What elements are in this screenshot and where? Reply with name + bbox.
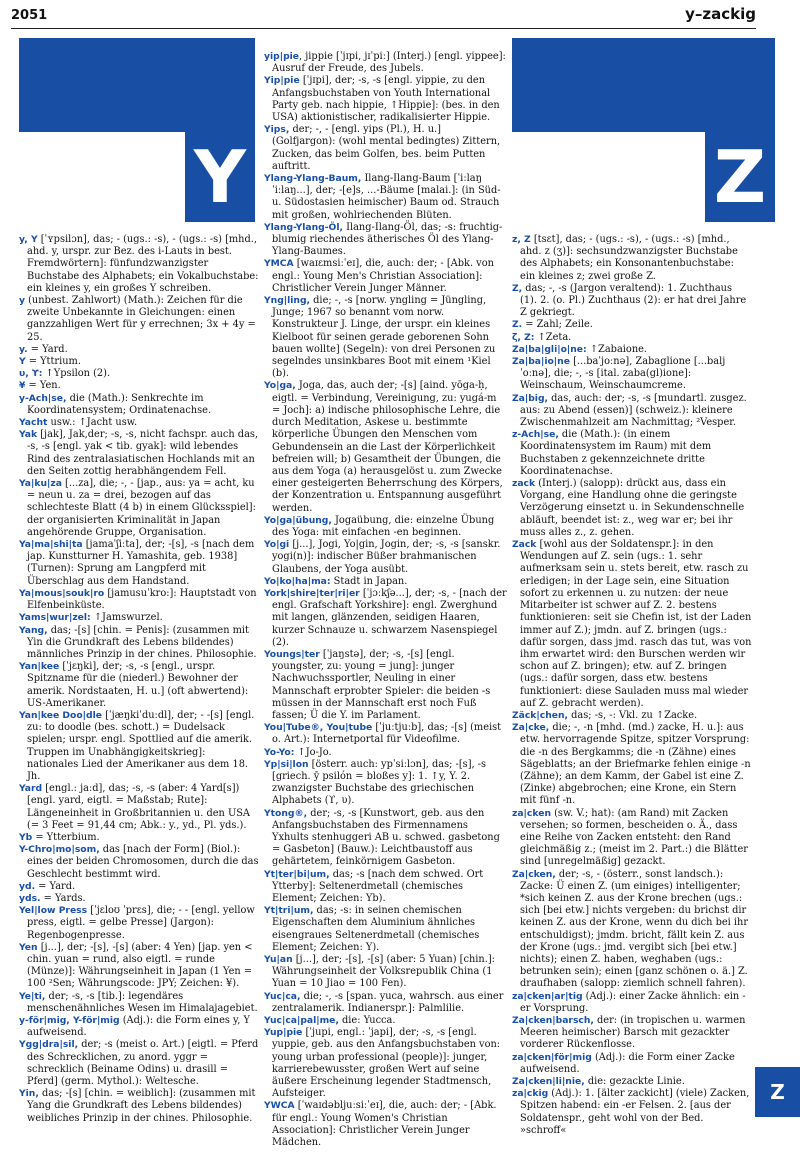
entry-headword: Yan|kee — [19, 661, 60, 673]
dictionary-entry — [264, 515, 507, 539]
dictionary-entry — [264, 380, 507, 514]
entry-headword: zack — [512, 478, 536, 490]
dictionary-entry — [512, 332, 752, 344]
entry-headword: Yang, — [19, 624, 48, 636]
entry-text: das; -[s] [chin. = weiblich]: (zusammen mit Yang die Grundkraft des Lebens bildendes) weibliches Prinzip in der chines. Philosophie. — [27, 1088, 256, 1124]
entry-text: [ˈjaŋstə], der; -s, -[s] [engl. youngster, zu: young = jung]: junger Nachwuchssportler, Neuling in einer Mannschaft erprobter Spieler: die beiden -s müssen in der Mannschaft erst noch Fuß fassen; Ü die Y. im Parlament. — [272, 648, 491, 721]
entry-text: ↑Ypsilon (2). — [42, 368, 111, 380]
entry-headword: Yt|ter|bi|um, — [264, 868, 330, 880]
dictionary-entry — [19, 234, 259, 295]
entry-text: (sw. V.; hat): (am Rand) mit Zacken versehen; so formen, bescheiden o. Ä., dass eine Reihe von Zacken entsteht: den Rand gleichmäßig z.; (meist im 2. Part.:) die Blätter sind [unregelmäßig] gezackt. — [520, 807, 748, 868]
entry-headword: Yip|pie — [264, 75, 300, 87]
entry-headword: Za|ba|gli|o|ne: — [512, 343, 587, 355]
entry-headword: Z, — [512, 282, 523, 294]
entry-text: [j...], Jogi, Yo|gin, Jogin, der; -s, -s [sanskr. yogi(n)]: indischer Büßer brahmanischen Glaubens, der Yoga ausübt. — [272, 539, 501, 575]
dictionary-entry — [19, 612, 259, 624]
entry-headword: You|Tube®, You|tube — [264, 722, 373, 734]
entry-headword: Ytong®, — [264, 807, 308, 819]
dictionary-entry — [19, 832, 259, 844]
dictionary-entry — [264, 51, 507, 75]
entry-text: Joga, das, auch der; -[s] [aind. yōga-ḥ, eigtl. = Verbindung, Vereinigung, zu: yugá-m = Joch]: a) indische philosophische Lehre, die durch Meditation, Askese u. bestimmte körperliche Übungen den Menschen vom Gebundensein an die Last der Körperlichkeit befreien will; b) Gesamtheit der Übungen, die aus dem Yoga (a) herausgelöst u. zum Zwecke einer gesteigerten Beherrschung des Körpers, der Konzentration u. Entspannung ausgeführt werden. — [272, 380, 503, 514]
entry-headword: Yng|ling, — [264, 295, 311, 307]
entry-text: der; -s (meist o. Art.) [eigtl. = Pferd des Schrecklichen, zu anord. yggr = schrecklich (Beiname Odins) u. drasill = Pferd] (germ. Mythol.): Weltesche. — [27, 1039, 259, 1088]
entry-text: (Interj.) (salopp): drückt aus, dass ein Vorgang, eine Handlung ohne die geringste Verzögerung einsetzt u. in Sekundenschnelle abläuft, beendet ist: z., weg war er; bei ihr muss alles z., z. gehen. — [520, 478, 745, 538]
entry-headword: Ygg|dra|sil, — [19, 1039, 79, 1051]
entry-headword: Yard — [19, 783, 43, 795]
entry-text: [jamaˈʃiːta], der; -[s], -s [nach dem jap. Kunstturner H. Yamashita, geb. 1938] (Turnen): Sprung am Langpferd mit Überschlag aus dem Handstand. — [27, 539, 255, 587]
entry-text: [engl.: jaːd], das; -s, -s (aber: 4 Yard[s]) [engl. yard, eigtl. = Maßstab; Rute]: Längeneinheit in Großbritannien u. den USA (= 3 Feet = 91,44 cm; Abk.: y., yd., Pl. yds.). — [27, 783, 250, 831]
dictionary-entry — [512, 283, 752, 320]
entry-headword: Zäck|chen, — [512, 709, 569, 721]
section-letter-y: Y — [193, 135, 247, 219]
dictionary-entry — [19, 1039, 259, 1088]
entry-text: ↑Jamswurzel. — [90, 612, 163, 624]
entry-text: [ˈjuːtjuːb], das; -[s] (meist o. Art.): Internetportal für Videofilme. — [272, 722, 502, 746]
dictionary-entry — [512, 319, 752, 331]
dictionary-entry — [264, 539, 507, 576]
entry-text: der; -s, -s [tib.]: legendäres menschenähnliches Wesen im Himalajagebiet. — [27, 990, 258, 1014]
entry-headword: Za|cken, — [512, 868, 556, 880]
entry-headword: yds. — [19, 892, 41, 904]
entry-headword: z, Z — [512, 234, 531, 245]
dictionary-entry — [512, 429, 752, 478]
dictionary-entry — [19, 881, 259, 893]
entry-headword: Yips, — [264, 124, 290, 136]
dictionary-entry — [512, 710, 752, 722]
entry-headword: Yo|gi — [264, 539, 290, 551]
entry-text: [tsɛt], das; - (ugs.: -s), - (ugs.: -s) [mhd., ahd. z (ʒ)]: sechsundzwanzigster Buchstabe des Alphabets; ein Konsonantenbuchstabe: ein kleines z; zwei große Z. — [520, 234, 738, 282]
entry-text: = Zahl; Zeile. — [522, 319, 593, 331]
dictionary-entry — [512, 344, 752, 356]
running-head: y–zackig — [685, 5, 756, 23]
entry-text: [j...], der; -[s], -[s] (aber: 5 Yuan) [chin.]: Währungseinheit der Volksrepublik China (1 Yuan = 10 Jiao = 100 Fen). — [272, 954, 495, 990]
dictionary-entry — [264, 75, 507, 124]
entry-text: = Yards. — [40, 892, 86, 904]
entry-headword: Yo-Yo: — [264, 746, 295, 758]
entry-headword: Yu|an — [264, 954, 293, 966]
dictionary-entry — [264, 649, 507, 722]
dictionary-entry — [264, 576, 507, 588]
entry-headword: Ylang-Ylang-Öl, — [264, 221, 343, 233]
entry-headword: Yin, — [19, 1088, 39, 1100]
dictionary-entry — [264, 869, 507, 906]
entry-text: (Adj.): einer Zacke ähnlich: ein -er Vorsprung. — [520, 990, 746, 1014]
dictionary-entry — [264, 808, 507, 869]
entry-text: (Adj.): 1. [älter zackicht] (viele) Zacken, Spitzen habend: ein -er Felsen. 2. [aus der Soldatenspr., geht wohl von der Bed. »schroff« — [520, 1088, 750, 1136]
entry-text: = Yttrium. — [25, 356, 81, 368]
entry-headword: Ylang-Ylang-Baum, — [264, 173, 362, 185]
dictionary-entry — [19, 417, 259, 429]
entry-headword: Za|big, — [512, 392, 549, 404]
entry-headword: Ya|ma|shi|ta — [19, 539, 83, 551]
entry-text: die: Yucca. — [338, 1015, 396, 1027]
entry-headword: Za|ba|io|ne — [512, 356, 570, 368]
entry-headword: Ya|mous|souk|ro — [19, 587, 105, 599]
dictionary-entry — [264, 759, 507, 808]
entry-text: die (Math.): (in einem Koordinatensystem im Raum) mit dem Buchstaben z gekennzeichnete dritte Koordinatenachse. — [520, 429, 712, 477]
entry-headword: YMCA — [264, 258, 294, 270]
dictionary-entry — [264, 588, 507, 649]
entry-text: = Ytterbium. — [32, 831, 100, 843]
entry-text: der: (in tropischen u. warmen Meeren heimischer) Barsch mit gezackter vorderer Rückenflosse. — [520, 1015, 746, 1051]
entry-text: [ˈjɔːkʃə...], der; -s, - [nach der engl. Grafschaft Yorkshire]: engl. Zwerghund mit langen, glänzenden, seidigen Haaren, kurzer Schnauze u. schwarzem Nasenspiegel (2). — [272, 587, 507, 648]
entry-text: das; -[s] [chin. = Penis]: (zusammen mit Yin die Grundkraft des Lebens bildendes) männliches Prinzip in der chines. Philosophie. — [27, 624, 257, 660]
entry-headword: Yo|ga|übung, — [264, 514, 332, 526]
dictionary-entry — [264, 991, 507, 1015]
entry-text: = Yard. — [27, 343, 68, 355]
entry-text: die; -, -n [mhd. (md.) zacke, H. u.]: aus etw. hervorragende Spitze, spitzer Vorsprung: die -n des Bergkamms; die -n (Zähne) eines Sägeblatts; an der Briefmarke fehlen einige -n (Zähne); an dem Kamm, der Gabel ist eine Z. (Zinke) abgebrochen; eine Krone, ein Stern mit fünf -n. — [520, 722, 751, 807]
entry-text: [jak], Jak,der; -s, -s, nicht fachspr. auch das, -s, -s [engl. yak < tib. gyak]: wild lebendes Rind des zentralasiatischen Hochlands mit an den Seiten zottig herabhängendem Fell. — [27, 429, 259, 477]
dictionary-entry — [264, 173, 507, 222]
entry-headword: Yo|ga, — [264, 380, 296, 392]
thumb-index-tab[interactable]: Z — [755, 1067, 800, 1117]
dictionary-entry — [512, 1052, 752, 1076]
entry-text: (unbest. Zahlwort) (Math.): Zeichen für die zweite Unbekannte in Gleichungen: einen ganzzahligen Wert für y errechnen; 3x + 4y = 25. — [25, 295, 256, 343]
entry-text: = Yard. — [35, 880, 76, 892]
entry-headword: ¥ — [19, 380, 26, 392]
dictionary-entry — [19, 478, 259, 539]
entry-headword: Yel|low Press — [19, 905, 88, 917]
dictionary-entry — [19, 1015, 259, 1039]
entry-headword: Zack — [512, 539, 537, 551]
entry-headword: Yan|kee Doo|dle — [19, 709, 102, 721]
entry-headword: za|ckig — [512, 1088, 549, 1100]
entry-headword: z-Ach|se, — [512, 429, 559, 441]
dictionary-entry — [19, 356, 259, 368]
dictionary-entry — [264, 1027, 507, 1100]
dictionary-entry — [264, 124, 507, 173]
entry-text: Stadt in Japan. — [330, 575, 408, 587]
entry-text: [...baˈjoːnə], Zabaglione [...baljˈoːnə], die; -, -s [ital. zaba(gl)ione]: Weinschaum, Weinschaumcreme. — [520, 356, 726, 392]
entry-headword: Yuc|ca, — [264, 990, 301, 1002]
dictionary-entry — [512, 991, 752, 1015]
entry-text: das; -s [nach dem schwed. Ort Ytterby]: Seltenerdmetall (chemisches Element; Zeichen: Yb). — [272, 868, 484, 905]
dictionary-entry — [19, 344, 259, 356]
section-letter-z: Z — [713, 135, 767, 219]
entry-headword: Yo|ko|ha|ma: — [264, 575, 331, 587]
dictionary-entry — [19, 783, 259, 832]
entry-text: [wohl aus der Soldatenspr.]: in den Wendungen auf Z. sein (ugs.: 1. sehr aufmerksam sein u. stets bereit, etw. rasch zu erledigen; in der Lage sein, eine Situation sofort zu erkennen u. zu nutzen: der neue Mitarbeiter ist schwer auf Z. 2. bestens funktionieren: seit sie Chefin ist, ist der Laden immer auf Z.); jmdn. auf Z. bringen (ugs.: dafür sorgen, dass jmd. rasch das tut, was von ihm erwartet wird: den Burschen werden wir schon auf Z. bringen); etw. auf Z. bringen (ugs.: dafür sorgen, dass etw. bestens funktioniert: diese Sauladen muss mal wieder auf Z. gebracht werden). — [520, 539, 752, 709]
entry-headword: Yuc|ca|pal|me, — [264, 1015, 339, 1027]
entry-text: Jogaübung, die: einzelne Übung des Yoga: mit einfachen -en beginnen. — [272, 514, 495, 538]
dictionary-entry — [19, 942, 259, 991]
dictionary-entry — [512, 1076, 752, 1088]
column-middle — [264, 51, 507, 1160]
entry-headword: Yen — [19, 941, 38, 953]
entry-text: [...za], die; -, - [jap., aus: ya = acht, ku = neun u. za = drei, bezogen auf das schlechteste Blatt (4 b) in einem Glücksspiel]: der organisierten Kriminalität in Japan angehörende Gruppe, Organisation. — [27, 478, 256, 538]
column-left — [19, 234, 259, 1160]
entry-text: die; -, -s [span. yuca, wahrsch. aus einer zentralamerik. Indianerspr.]: Palmlilie. — [272, 990, 504, 1014]
dictionary-entry — [512, 478, 752, 539]
dictionary-entry — [19, 625, 259, 662]
entry-headword: Za|cke, — [512, 722, 550, 734]
entry-text: [ˈjɪpi], der; -s, -s [engl. yippie, zu den Anfangsbuchstaben von Youth International Party geb. nach hippie, ↑Hippie]: (bes. in den USA) aktionistischer, radikalisierter Hippie. — [272, 75, 500, 124]
entry-text: [j...], der; -[s], -[s] (aber: 4 Yen) [jap. yen < chin. yuan = rund, also eigtl. = runde (Münze)]: Währungseinheit in Japan (1 Yen = 100 ²Sen; Währungscode: JPY; Zeichen: ¥). — [27, 941, 253, 990]
entry-headword: y-Ach|se, — [19, 392, 67, 404]
entry-text: [ˈjupi, engl.: ˈjapi], der; -s, -s [engl. yuppie, geb. aus den Anfangsbuchstaben von: young urban professional (people)]: junger, karrierebewusster, großen Wert auf seine äußere Erscheinung legender Stadtmensch, Aufsteiger. — [272, 1027, 501, 1100]
entry-text: (Adj.): die Form einer Zacke aufweisend. — [520, 1051, 735, 1075]
dictionary-entry — [19, 844, 259, 881]
entry-headword: υ, ϒ: — [19, 368, 43, 380]
entry-headword: yd. — [19, 880, 36, 892]
dictionary-entry — [19, 429, 259, 478]
dictionary-entry — [19, 905, 259, 942]
entry-headword: y, Y — [19, 234, 38, 245]
dictionary-entry — [264, 258, 507, 295]
dictionary-entry — [264, 1015, 507, 1027]
dictionary-entry — [19, 295, 259, 344]
entry-headword: za|cken — [512, 807, 551, 819]
page-number: 2051 — [11, 8, 48, 23]
entry-text: Ilang-Ilang-Öl, das; -s: fruchtig-blumig riechendes ätherisches Öl des Ylang-Ylang-Baumes. — [272, 221, 503, 258]
entry-text: [ˈwaɪdəbljuːsiːˈeɪ], die, auch: der; - [Abk. für engl.: Young Women's Christian Association]: Christlicher Verein Junger Mädchen. — [272, 1100, 497, 1149]
entry-headword: Yacht — [19, 417, 48, 429]
dictionary-entry — [19, 393, 259, 417]
entry-text: (Adj.): die Form eines y, Y aufweisend. — [27, 1015, 250, 1039]
entry-headword: Ya|ku|za — [19, 478, 62, 490]
entry-headword: Yp|si|lon — [264, 758, 309, 770]
column-right — [512, 234, 752, 1160]
entry-text: der; -s, -s [Kunstwort, geb. aus den Anfangsbuchstaben des Firmennamens Yxhults stenhuggeri AB u. schwed. gasbetong = Gasbeton] (Bauw.): Leichtbaustoff aus gehärtetem, feinkörnigem Gasbeton. — [272, 807, 500, 868]
entry-headword: Yams|wur|zel: — [19, 612, 91, 624]
dictionary-entry — [264, 905, 507, 954]
dictionary-entry — [512, 356, 752, 393]
entry-headword: Z. — [512, 319, 523, 331]
dictionary-entry — [264, 295, 507, 380]
entry-text: das; -, -s (Jargon veraltend): 1. Zuchthaus (1). 2. (o. Pl.) Zuchthaus (2): er hat drei Jahre Z gekriegt. — [520, 282, 747, 319]
entry-text: [österr. auch: ypˈsiːlɔn], das; -[s], -s [griech. ȳ psilón = bloßes y]: 1. ↑y, Y. 2. zwanzigster Buchstabe des griechischen Alphabets (ϒ, υ). — [272, 758, 487, 807]
entry-headword: Ye|ti, — [19, 990, 46, 1002]
dictionary-entry — [512, 234, 752, 283]
entry-text: [ˈjæŋkiˈduːdl], der; - -[s] [engl. zu: to doodle (bes. schott.) = Dudelsack spielen; urspr. engl. Spottlied auf die amerik. Truppen im Unabhängigkeitskrieg]: nationales Lied der Amerikaner aus dem 18. Jh. — [27, 709, 255, 782]
dictionary-entry — [512, 808, 752, 869]
dictionary-entry — [19, 991, 259, 1015]
entry-text: [ˈʏpsilɔn], das; - (ugs.: -s), - (ugs.: -s) [mhd., ahd. y, urspr. zur Bez. des i-Lauts in best. Fremdwörtern]: fünfundzwanzigster Buchstabe des Alphabets; ein Vokalbuchstabe: ein kleines y, ein großes Y schreiben. — [27, 234, 259, 294]
entry-text: ↑Zeta. — [534, 331, 572, 343]
entry-headword: y. — [19, 343, 28, 355]
entry-text: die; -, -s [norw. yngling = Jüngling, Junge; 1967 so benannt vom norw. Konstrukteur J. Linge, der urspr. ein kleines Kielboot für seinen gerade geborenen Sohn bauen wollte] (Segeln): von drei Personen zu segelndes unsinkbares Boot mit einem ¹Kiel (b). — [272, 295, 496, 380]
entry-text: ↑Zabaione. — [586, 343, 648, 355]
dictionary-entry — [264, 722, 507, 746]
entry-headword: Za|cken|barsch, — [512, 1015, 594, 1026]
entry-headword: Yt|tri|um, — [264, 905, 314, 917]
dictionary-entry — [264, 954, 507, 991]
entry-headword: Yup|pie — [264, 1027, 303, 1039]
dictionary-entry — [19, 380, 259, 392]
entry-headword: York|shire|ter|ri|er — [264, 587, 360, 599]
entry-text: der; -s, - (österr., sonst landsch.): Zacke: Ü einen Z. (um einiges) intelligenter; *sich keinen Z. aus der Krone brechen (ugs.: sich [bei etw.] nichts vergeben: du brichst dir keinen Z. aus der Krone, wenn du dich bei ihr entschuldigst); jmdm. bricht, fällt kein Z. aus der Krone (ugs.: jmd. vergibt sich [bei etw.] nichts); einen Z. haben, weghaben (ugs.: betrunken sein); einen [ganz schönen o. ä.] Z. draufhaben (salopp: ziemlich schnell fahren). — [520, 868, 749, 990]
dictionary-entry — [264, 747, 507, 759]
entry-text: ↑Jo-Jo. — [294, 746, 332, 758]
entry-text: Ilang-Ilang-Baum [ˈiːlaŋˈiːlaŋ...], der; -[e]s, ...-Bäume [malai.]: (in Süd- u. Südostasien heimischer) Baum od. Strauch mit großen, wohlriechenden Blüten. — [272, 173, 501, 221]
entry-headword: y — [19, 295, 25, 307]
entry-text: , jippie [ˈjɪpi, jɪˈpiː] (Interj.) [engl. yippee]: Ausruf der Freude, des Jubels. — [272, 51, 506, 75]
entry-text: [jamusuˈkro:]: Hauptstadt von Elfenbeinküste. — [27, 587, 257, 612]
dictionary-entry — [19, 710, 259, 783]
entry-text: = Yen. — [25, 380, 61, 392]
entry-text: die (Math.): Senkrechte im Koordinatensystem; Ordinatenachse. — [27, 392, 212, 416]
entry-headword: za|cken|för|mig — [512, 1051, 592, 1063]
entry-headword: za|cken|ar|tig — [512, 990, 583, 1002]
entry-headword: ζ, Z: — [512, 331, 535, 343]
entry-headword: Yb — [19, 831, 33, 843]
dictionary-entry — [264, 222, 507, 259]
entry-headword: yip|pie — [264, 51, 300, 62]
dictionary-entry — [512, 869, 752, 991]
entry-headword: Y — [19, 356, 26, 368]
entry-text: die: gezackte Linie. — [584, 1076, 685, 1088]
dictionary-entry — [512, 1015, 752, 1052]
dictionary-entry — [512, 1088, 752, 1137]
entry-text: [ˈjɛloʊ ˈprɛs], die; - - [engl. yellow press, eigtl. = gelbe Presse] (Jargon): Regenbogenpresse. — [27, 905, 255, 941]
entry-text: das; -s, -: Vkl. zu ↑Zacke. — [568, 709, 698, 721]
entry-text: usw.: ↑Jacht usw. — [47, 417, 138, 429]
entry-headword: Za|cken|li|nie, — [512, 1076, 585, 1088]
dictionary-entry — [19, 661, 259, 710]
dictionary-entry — [512, 722, 752, 807]
entry-text: der; -, - [engl. yips (Pl.), H. u.] (Golfjargon): (wohl mental bedingtes) Zittern, Zucken, das beim Golfen, bes. beim Putten auftritt. — [272, 124, 501, 172]
dictionary-entry — [19, 893, 259, 905]
entry-headword: YWCA — [264, 1100, 295, 1112]
dictionary-entry — [512, 393, 752, 430]
entry-text: das [nach der Form] (Biol.): eines der beiden Chromosomen, durch die das Geschlecht bestimmt wird. — [27, 844, 259, 880]
dictionary-entry — [19, 368, 259, 380]
entry-headword: y-för|mig, Y-för|mig — [19, 1015, 120, 1026]
entry-text: das, auch: der; -s, -s [mundartl. zusgez. aus: zu Abend (essen)] (schweiz.): kleinere Zwischenmahlzeit am Nachmittag; ²Vesper. — [520, 392, 747, 429]
dictionary-entry — [19, 588, 259, 612]
entry-text: das; -s: in seinen chemischen Eigenschaften dem Aluminium ähnliches eisengraues Seltenerdmetall (chemisches Element; Zeichen: Y). — [272, 905, 480, 953]
entry-headword: Youngs|ter — [264, 648, 320, 660]
entry-text: [ˈjɛŋki], der; -s, -s [engl., urspr. Spitzname für die (niederl.) Bewohner der amerik. Nordstaaten, H. u.] (oft abwertend): US-Amerikaner. — [27, 661, 249, 709]
dictionary-entry — [19, 1088, 259, 1125]
entry-headword: Yak — [19, 429, 38, 441]
dictionary-entry — [264, 1100, 507, 1149]
header-rule — [11, 28, 756, 29]
dictionary-entry — [19, 539, 259, 588]
entry-headword: Y-Chro|mo|som, — [19, 844, 100, 856]
entry-text: [waɪɛmsiːˈeɪ], die, auch: der; - [Abk. von engl.: Young Men's Christian Association]: Christlicher Verein Junger Männer. — [272, 258, 494, 294]
dictionary-entry — [512, 539, 752, 710]
